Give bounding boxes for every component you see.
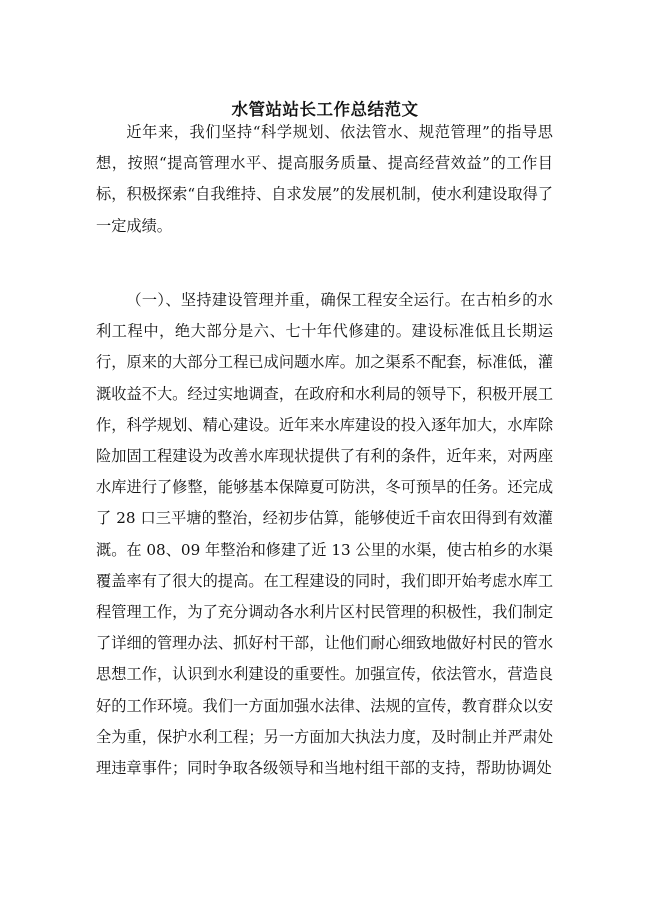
intro-paragraph: 近年来，我们坚持“科学规划、依法管水、规范管理”的指导思想，按照“提高管理水平、提高服务质量、提高经营效益”的工作目标，积极探索“自我维持、自求发展”的发展机制，使水利建设取得了一定成绩。	[96, 123, 553, 235]
section-one-paragraph: （一）、坚持建设管理并重，确保工程安全运行。在古柏乡的水利工程中，绝大部分是六、七十年代修建的。建设标准低且长期运行，原来的大部分工程已成问题水库。加之渠系不配套，标准低，灌溉收益不大。经过实地调查，在政府和水利局的领导下，积极开展工作，科学规划、精心建设。近年来水库建设的投入逐年加大，水库除险加固工程建设为改善水库现状提供了有利的条件，近年来，对两座水库进行了修整，能够基本保障夏可防洪，冬可预旱的任务。还完成了 28 口三平塘的整治，经初步估算，能够使近千亩农田得到有效灌溉。在 08、09 年整治和修建了近 13 公里的水渠，使古柏乡的水渠覆盖率有了很大的提高。在工程建设的同时，我们即开始考虑水库工程管理工作，为了充分调动各水利片区村民管理的积极性，我们制定了详细的管理办法、抓好村干部，让他们耐心细致地做好村民的管水思想工作，认识到水利建设的重要性。加强宣传，依法管水，营造良好的工作环境。我们一方面加强水法律、法规的宣传，教育群众以安全为重，保护水利工程；另一方面加大执法力度，及时制止并严肃处理违章事件；同时争取各级领导和当地村组干部的支持，帮助协调处	[96, 291, 553, 778]
document-title: 水管站站长工作总结范文	[231, 100, 419, 120]
